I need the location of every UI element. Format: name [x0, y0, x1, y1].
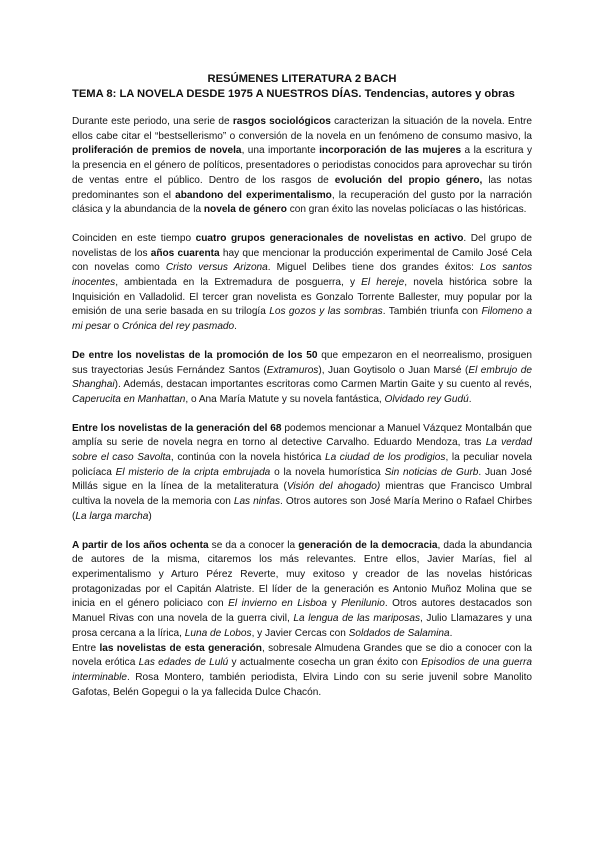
- document-page: [72, 72, 532, 700]
- paragraph-generation-68: Entre los novelistas de la generación del 68 podemos mencionar a Manuel Vázquez Montalbán que amplía su serie de novela negra en torno al detective Carvalho. Eduardo Mendoza, tras La verdad sobre el caso Savolta, continúa con la novela histórica La ciudad de los prodigios, la peculiar novela policíaca El misterio de la cripta embrujada o la novela humorística Sin noticias de Gurb. Juan José Millás sigue en la línea de la metaliteratura (Visión del ahogado) mientras que Francisco Umbral cultiva la novela de la memoria con Las ninfas. Otros autores son José María Merino o Rafael Chirbes (La larga marcha): [72, 422, 533, 522]
- document-title: RESÚMENES LITERATURA 2 BACH: [207, 73, 397, 85]
- document-subtitle: TEMA 8: LA NOVELA DESDE 1975 A NUESTROS DÍAS. Tendencias, autores y obras: [72, 88, 515, 100]
- paragraph-sociological-traits: Durante este periodo, una serie de rasgos sociológicos caracterizan la situación de la novela. Entre ellos cabe citar el “bestsellerismo” o conversión de la novela en un fenómeno de consumo masivo, la proliferación de premios de novela, una importante incorporación de las mujeres a la escritura y la presencia en el género de políticos, presentadores o periodistas conocidos para aprovechar su tirón de ventas entre el público. Dentro de los rasgos de evolución del propio género, las notas predominantes son el abandono del experimentalismo, la recuperación del gusto por la narración clásica y la abundancia de la novela de género con gran éxito las novelas policíacas o las históricas.: [72, 116, 532, 216]
- paragraph-generations-forties: Coinciden en este tiempo cuatro grupos generacionales de novelistas en activo. Del grupo de novelistas de los años cuarenta hay que mencionar la producción experimental de Camilo José Cela con novelas como Cristo versus Arizona. Miguel Delibes tiene dos grandes éxitos: Los santos inocentes, ambientada en la Extremadura de posguerra, y El hereje, novela histórica sobre la Inquisición en Valladolid. El tercer gran novelista es Gonzalo Torrente Ballester, muy popular por la emisión de una serie basada en su trilogía Los gozos y las sombras. También triunfa con Filomeno a mi pesar o Crónica del rey pasmado.: [72, 232, 532, 333]
- paragraph-generation-democracy: A partir de los años ochenta se da a conocer la generación de la democracia, dada la abundancia de autores de la misma, citaremos los más relevantes. Entre ellos, Javier Marías, fiel al experimentalismo y Arturo Pérez Reverte, muy exitoso y creador de las novelas históricas protagonizadas por el Capitán Alatriste. El líder de la generación es Antonio Muñoz Molina que se inicia en el género policiaco con El invierno en Lisboa y Plenilunio. Otros autores destacados son Manuel Rivas con una novela de la guerra civil, La lengua de las mariposas, Julio Llamazares y una prosa cercana a la lírica, Luna de Lobos, y Javier Cercas con Soldados de Salamina.: [72, 539, 533, 639]
- paragraph-promotion-50: De entre los novelistas de la promoción de los 50 que empezaron en el neorrealismo, prosiguen sus trayectorias Jesús Fernández Santos (Extramuros), Juan Goytisolo o Juan Marsé (El embrujo de Shanghai). Además, destacan importantes escritoras como Carmen Martin Gaite y su cuento al revés, Caperucita en Manhattan, o Ana María Matute y su novela fantástica, Olvidado rey Gudú.: [72, 349, 533, 405]
- paragraph-women-novelists: Entre las novelistas de esta generación, sobresale Almudena Grandes que se dio a conocer con la novela erótica Las edades de Lulú y actualmente cosecha un gran éxito con Episodios de una guerra interminable. Rosa Montero, también periodista, Elvira Lindo con su serie juvenil sobre Manolito Gafotas, Belén Gopegui o la ya fallecida Dulce Chacón.: [72, 642, 532, 698]
